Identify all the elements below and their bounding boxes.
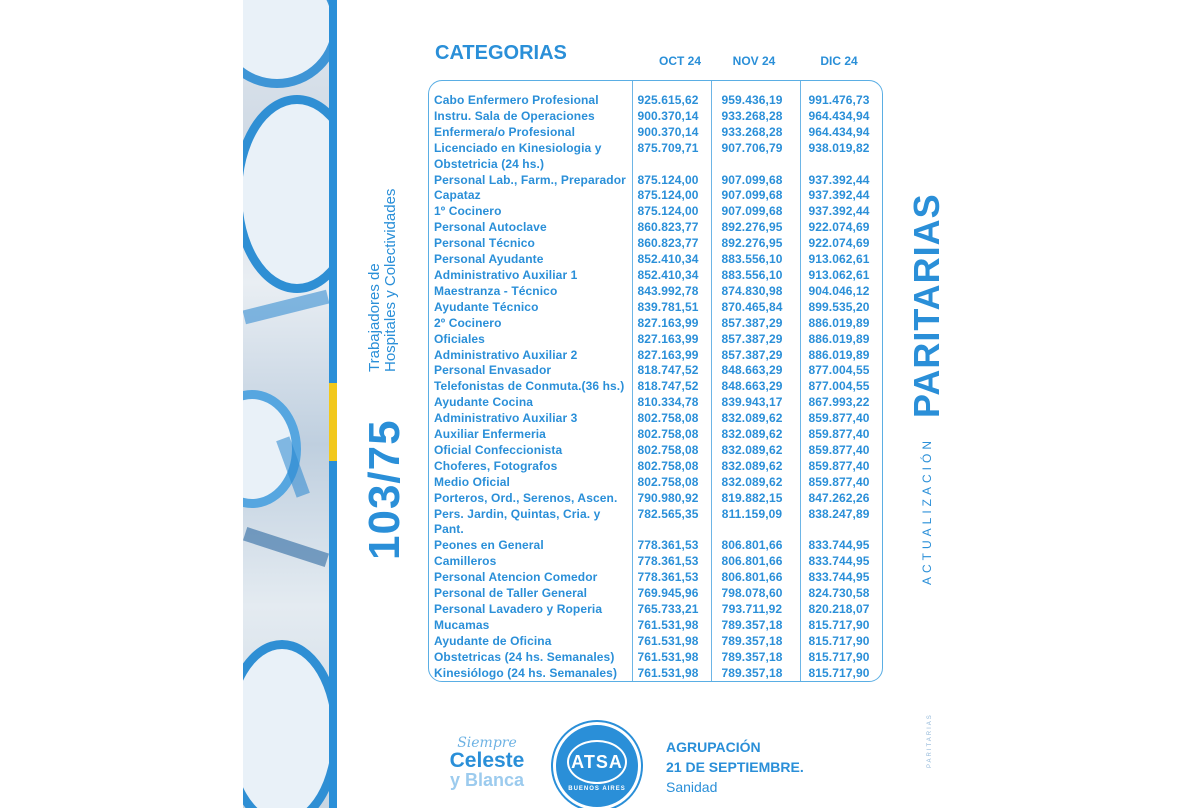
value-dic: 922.074,69 bbox=[808, 220, 870, 235]
category-name: Personal de Taller General bbox=[434, 586, 588, 601]
table-row bbox=[429, 300, 882, 316]
value-dic: 913.062,61 bbox=[808, 252, 870, 267]
value-dic: 913.062,61 bbox=[808, 267, 870, 282]
value-dic: 867.993,22 bbox=[808, 395, 870, 410]
category-name: Instru. Sala de Operaciones bbox=[434, 108, 595, 123]
value-nov: 857.387,29 bbox=[721, 315, 783, 330]
category-name: Obstetricas (24 hs. Semanales) bbox=[434, 649, 615, 664]
value-oct: 782.565,35 bbox=[637, 506, 699, 521]
value-dic: 833.744,95 bbox=[808, 554, 870, 569]
slogan-line-2: Celeste bbox=[449, 749, 525, 772]
value-dic: 904.046,12 bbox=[808, 283, 870, 298]
value-dic: 859.877,40 bbox=[808, 458, 870, 473]
workers-line-1: Trabajadores de bbox=[366, 263, 383, 372]
value-oct: 802.758,08 bbox=[637, 427, 699, 442]
value-oct: 778.361,53 bbox=[637, 554, 699, 569]
value-oct: 827.163,99 bbox=[637, 315, 699, 330]
table-row bbox=[429, 459, 882, 475]
value-dic: 922.074,69 bbox=[808, 236, 870, 251]
category-name: Camilleros bbox=[434, 554, 497, 569]
flag-emblem-shape bbox=[243, 95, 329, 293]
value-dic: 847.262,26 bbox=[808, 490, 870, 505]
category-name: Licenciado en Kinesiologia y Obstetricia (24 hs.) bbox=[434, 140, 602, 171]
category-name: Capataz bbox=[434, 188, 481, 203]
table-row bbox=[429, 188, 882, 204]
table-row bbox=[429, 586, 882, 602]
value-oct: 765.733,21 bbox=[637, 602, 699, 616]
value-nov: 789.357,18 bbox=[721, 665, 783, 680]
slogan bbox=[437, 735, 537, 789]
value-dic: 899.535,20 bbox=[808, 299, 870, 314]
value-nov: 848.663,29 bbox=[721, 363, 783, 378]
category-name: Personal Autoclave bbox=[434, 220, 547, 235]
value-oct: 802.758,08 bbox=[637, 474, 699, 489]
value-nov: 806.801,66 bbox=[721, 570, 783, 585]
categories-heading: CATEGORIAS bbox=[435, 42, 567, 64]
category-name: Administrativo Auxiliar 2 bbox=[434, 347, 578, 362]
category-name: 2º Cocinero bbox=[434, 315, 502, 330]
table-row bbox=[429, 570, 882, 586]
agrupacion-area: Sanidad bbox=[666, 779, 718, 795]
value-oct: 818.747,52 bbox=[637, 379, 699, 394]
category-name: Ayudante Cocina bbox=[434, 395, 534, 410]
table-row bbox=[429, 125, 882, 141]
category-name: Oficiales bbox=[434, 331, 485, 346]
table-row bbox=[429, 650, 882, 666]
workers-label bbox=[367, 189, 399, 372]
value-nov: 839.943,17 bbox=[721, 395, 783, 410]
atsa-logo-sub: BUENOS AIRES bbox=[568, 786, 626, 792]
table-row bbox=[429, 363, 882, 379]
table-row bbox=[429, 109, 882, 125]
category-name: Peones en General bbox=[434, 538, 544, 553]
table-row bbox=[429, 538, 882, 554]
value-nov: 789.357,18 bbox=[721, 617, 783, 632]
value-dic: 859.877,40 bbox=[808, 442, 870, 457]
value-oct: 761.531,98 bbox=[637, 633, 699, 648]
value-oct: 843.992,78 bbox=[637, 283, 699, 298]
category-name: Administrativo Auxiliar 1 bbox=[434, 267, 578, 282]
value-dic: 877.004,55 bbox=[808, 363, 870, 378]
value-nov: 832.089,62 bbox=[721, 474, 783, 489]
value-oct: 852.410,34 bbox=[637, 267, 699, 282]
flag-emblem-shape bbox=[243, 0, 329, 88]
paritarias-title: PARITARIAS bbox=[906, 193, 947, 418]
value-dic: 838.247,89 bbox=[808, 506, 870, 521]
category-name: Personal Ayudante bbox=[434, 252, 544, 267]
value-oct: 761.531,98 bbox=[637, 617, 699, 632]
table-row bbox=[429, 93, 882, 109]
value-oct: 761.531,98 bbox=[637, 649, 699, 664]
value-oct: 790.980,92 bbox=[637, 490, 699, 505]
table-row bbox=[429, 204, 882, 220]
flag-stripe bbox=[243, 527, 329, 567]
category-name: Personal Lab., Farm., Preparador bbox=[434, 172, 626, 187]
value-dic: 991.476,73 bbox=[808, 93, 870, 107]
category-name: Enfermera/o Profesional bbox=[434, 124, 576, 139]
value-oct: 778.361,53 bbox=[637, 538, 699, 553]
table-row bbox=[429, 491, 882, 507]
value-oct: 875.709,71 bbox=[637, 140, 699, 155]
table-row bbox=[429, 666, 882, 682]
table-row bbox=[429, 395, 882, 411]
value-nov: 874.830,98 bbox=[721, 283, 783, 298]
value-dic: 820.218,07 bbox=[808, 602, 870, 616]
category-name: Personal Envasador bbox=[434, 363, 552, 378]
atsa-logo bbox=[553, 722, 641, 808]
value-nov: 832.089,62 bbox=[721, 442, 783, 457]
month-header-oct: OCT 24 bbox=[658, 54, 701, 68]
table-row bbox=[429, 173, 882, 189]
value-oct: 875.124,00 bbox=[637, 204, 699, 219]
value-nov: 832.089,62 bbox=[721, 411, 783, 426]
category-name: Ayudante de Oficina bbox=[434, 633, 552, 648]
value-dic: 886.019,89 bbox=[808, 347, 870, 362]
workers-line-2: Hospitales y Colectividades bbox=[382, 188, 399, 372]
value-nov: 883.556,10 bbox=[721, 267, 783, 282]
category-name: Medio Oficial bbox=[434, 474, 510, 489]
flag-stripe bbox=[243, 290, 329, 324]
value-dic: 815.717,90 bbox=[808, 665, 870, 680]
value-nov: 811.159,09 bbox=[721, 506, 783, 521]
table-row bbox=[429, 284, 882, 300]
value-oct: 810.334,78 bbox=[637, 395, 699, 410]
value-oct: 802.758,08 bbox=[637, 411, 699, 426]
value-oct: 875.124,00 bbox=[637, 172, 699, 187]
value-nov: 870.465,84 bbox=[721, 299, 783, 314]
table-row bbox=[429, 475, 882, 491]
table-row bbox=[429, 618, 882, 634]
value-dic: 833.744,95 bbox=[808, 538, 870, 553]
value-nov: 907.099,68 bbox=[721, 204, 783, 219]
table-row bbox=[429, 379, 882, 395]
table-row bbox=[429, 252, 882, 268]
value-dic: 938.019,82 bbox=[808, 140, 870, 155]
category-name: Administrativo Auxiliar 3 bbox=[434, 411, 578, 426]
category-name: Personal Lavadero y Roperia bbox=[434, 602, 603, 616]
table-row bbox=[429, 507, 882, 539]
category-name: Auxiliar Enfermeria bbox=[434, 427, 546, 442]
table-row bbox=[429, 141, 882, 173]
table-row bbox=[429, 220, 882, 236]
value-dic: 937.392,44 bbox=[808, 204, 870, 219]
table-row bbox=[429, 634, 882, 650]
value-oct: 802.758,08 bbox=[637, 458, 699, 473]
value-oct: 827.163,99 bbox=[637, 331, 699, 346]
value-oct: 852.410,34 bbox=[637, 252, 699, 267]
value-oct: 818.747,52 bbox=[637, 363, 699, 378]
table-row bbox=[429, 332, 882, 348]
value-nov: 848.663,29 bbox=[721, 379, 783, 394]
table-row bbox=[429, 268, 882, 284]
value-nov: 907.706,79 bbox=[721, 140, 783, 155]
value-oct: 802.758,08 bbox=[637, 442, 699, 457]
slogan-line-3: y Blanca bbox=[449, 770, 525, 790]
value-nov: 892.276,95 bbox=[721, 220, 783, 235]
category-name: Maestranza - Técnico bbox=[434, 283, 558, 298]
month-header-dic: DIC 24 bbox=[820, 54, 858, 68]
value-nov: 806.801,66 bbox=[721, 554, 783, 569]
category-name: Personal Técnico bbox=[434, 236, 535, 251]
value-oct: 778.361,53 bbox=[637, 570, 699, 585]
category-name: Personal Atencion Comedor bbox=[434, 570, 598, 585]
agrupacion-label: AGRUPACIÓN bbox=[666, 739, 761, 755]
value-nov: 933.268,28 bbox=[721, 124, 783, 139]
category-name: Kinesiólogo (24 hs. Semanales) bbox=[434, 665, 618, 680]
category-name: 1º Cocinero bbox=[434, 204, 502, 219]
value-dic: 964.434,94 bbox=[808, 124, 870, 139]
value-dic: 937.392,44 bbox=[808, 172, 870, 187]
category-name: Oficial Confeccionista bbox=[434, 442, 563, 457]
value-dic: 877.004,55 bbox=[808, 379, 870, 394]
value-nov: 832.089,62 bbox=[721, 458, 783, 473]
value-dic: 815.717,90 bbox=[808, 633, 870, 648]
table-row bbox=[429, 427, 882, 443]
value-nov: 798.078,60 bbox=[721, 586, 783, 601]
value-nov: 857.387,29 bbox=[721, 331, 783, 346]
actualizacion-label: ACTUALIZACIÓN bbox=[920, 436, 934, 585]
value-oct: 860.823,77 bbox=[637, 236, 699, 251]
value-nov: 907.099,68 bbox=[721, 172, 783, 187]
category-name: Porteros, Ord., Serenos, Ascen. bbox=[434, 490, 618, 505]
agrupacion-date: 21 DE SEPTIEMBRE. bbox=[666, 759, 804, 775]
slogan-line-1: Siempre bbox=[457, 735, 517, 751]
table-row bbox=[429, 348, 882, 364]
category-name: Cabo Enfermero Profesional bbox=[434, 93, 599, 107]
value-oct: 761.531,98 bbox=[637, 665, 699, 680]
value-nov: 793.711,92 bbox=[721, 602, 783, 616]
table-row bbox=[429, 236, 882, 252]
value-oct: 900.370,14 bbox=[637, 124, 699, 139]
value-oct: 769.945,96 bbox=[637, 586, 699, 601]
value-dic: 964.434,94 bbox=[808, 108, 870, 123]
category-name: Telefonistas de Conmuta.(36 hs.) bbox=[434, 379, 625, 394]
value-nov: 959.436,19 bbox=[721, 93, 783, 107]
category-name: Pers. Jardin, Quintas, Cria. y Pant. bbox=[434, 506, 601, 537]
flag-emblem-shape bbox=[243, 640, 329, 808]
value-nov: 892.276,95 bbox=[721, 236, 783, 251]
category-name: Choferes, Fotografos bbox=[434, 458, 558, 473]
salary-table bbox=[428, 80, 883, 682]
value-nov: 832.089,62 bbox=[721, 427, 783, 442]
value-dic: 815.717,90 bbox=[808, 649, 870, 664]
value-oct: 875.124,00 bbox=[637, 188, 699, 203]
value-nov: 857.387,29 bbox=[721, 347, 783, 362]
value-dic: 886.019,89 bbox=[808, 315, 870, 330]
value-dic: 859.877,40 bbox=[808, 427, 870, 442]
value-nov: 819.882,15 bbox=[721, 490, 783, 505]
value-nov: 789.357,18 bbox=[721, 633, 783, 648]
value-dic: 859.877,40 bbox=[808, 411, 870, 426]
value-oct: 827.163,99 bbox=[637, 347, 699, 362]
value-dic: 815.717,90 bbox=[808, 617, 870, 632]
flyer bbox=[243, 0, 957, 808]
side-small-label: PARITARIAS bbox=[927, 713, 933, 768]
table-row bbox=[429, 316, 882, 332]
table-row bbox=[429, 554, 882, 570]
table-row bbox=[429, 602, 882, 618]
value-nov: 933.268,28 bbox=[721, 108, 783, 123]
value-oct: 925.615,62 bbox=[637, 93, 699, 107]
value-oct: 900.370,14 bbox=[637, 108, 699, 123]
flag-image bbox=[243, 0, 329, 808]
table-row bbox=[429, 443, 882, 459]
value-dic: 824.730,58 bbox=[808, 586, 870, 601]
value-oct: 860.823,77 bbox=[637, 220, 699, 235]
category-name: Mucamas bbox=[434, 617, 490, 632]
value-oct: 839.781,51 bbox=[637, 299, 699, 314]
value-nov: 883.556,10 bbox=[721, 252, 783, 267]
category-name: Ayudante Técnico bbox=[434, 299, 539, 314]
value-dic: 886.019,89 bbox=[808, 331, 870, 346]
value-nov: 789.357,18 bbox=[721, 649, 783, 664]
value-nov: 806.801,66 bbox=[721, 538, 783, 553]
agrupacion-block bbox=[666, 737, 804, 797]
agreement-code: 103/75 bbox=[360, 419, 409, 560]
month-header-nov: NOV 24 bbox=[732, 54, 776, 68]
value-dic: 937.392,44 bbox=[808, 188, 870, 203]
highlight-bar bbox=[329, 383, 337, 461]
value-nov: 907.099,68 bbox=[721, 188, 783, 203]
atsa-logo-text: ATSA bbox=[567, 740, 627, 784]
value-dic: 859.877,40 bbox=[808, 474, 870, 489]
value-dic: 833.744,95 bbox=[808, 570, 870, 585]
table-row bbox=[429, 411, 882, 427]
table-rows bbox=[429, 93, 882, 682]
